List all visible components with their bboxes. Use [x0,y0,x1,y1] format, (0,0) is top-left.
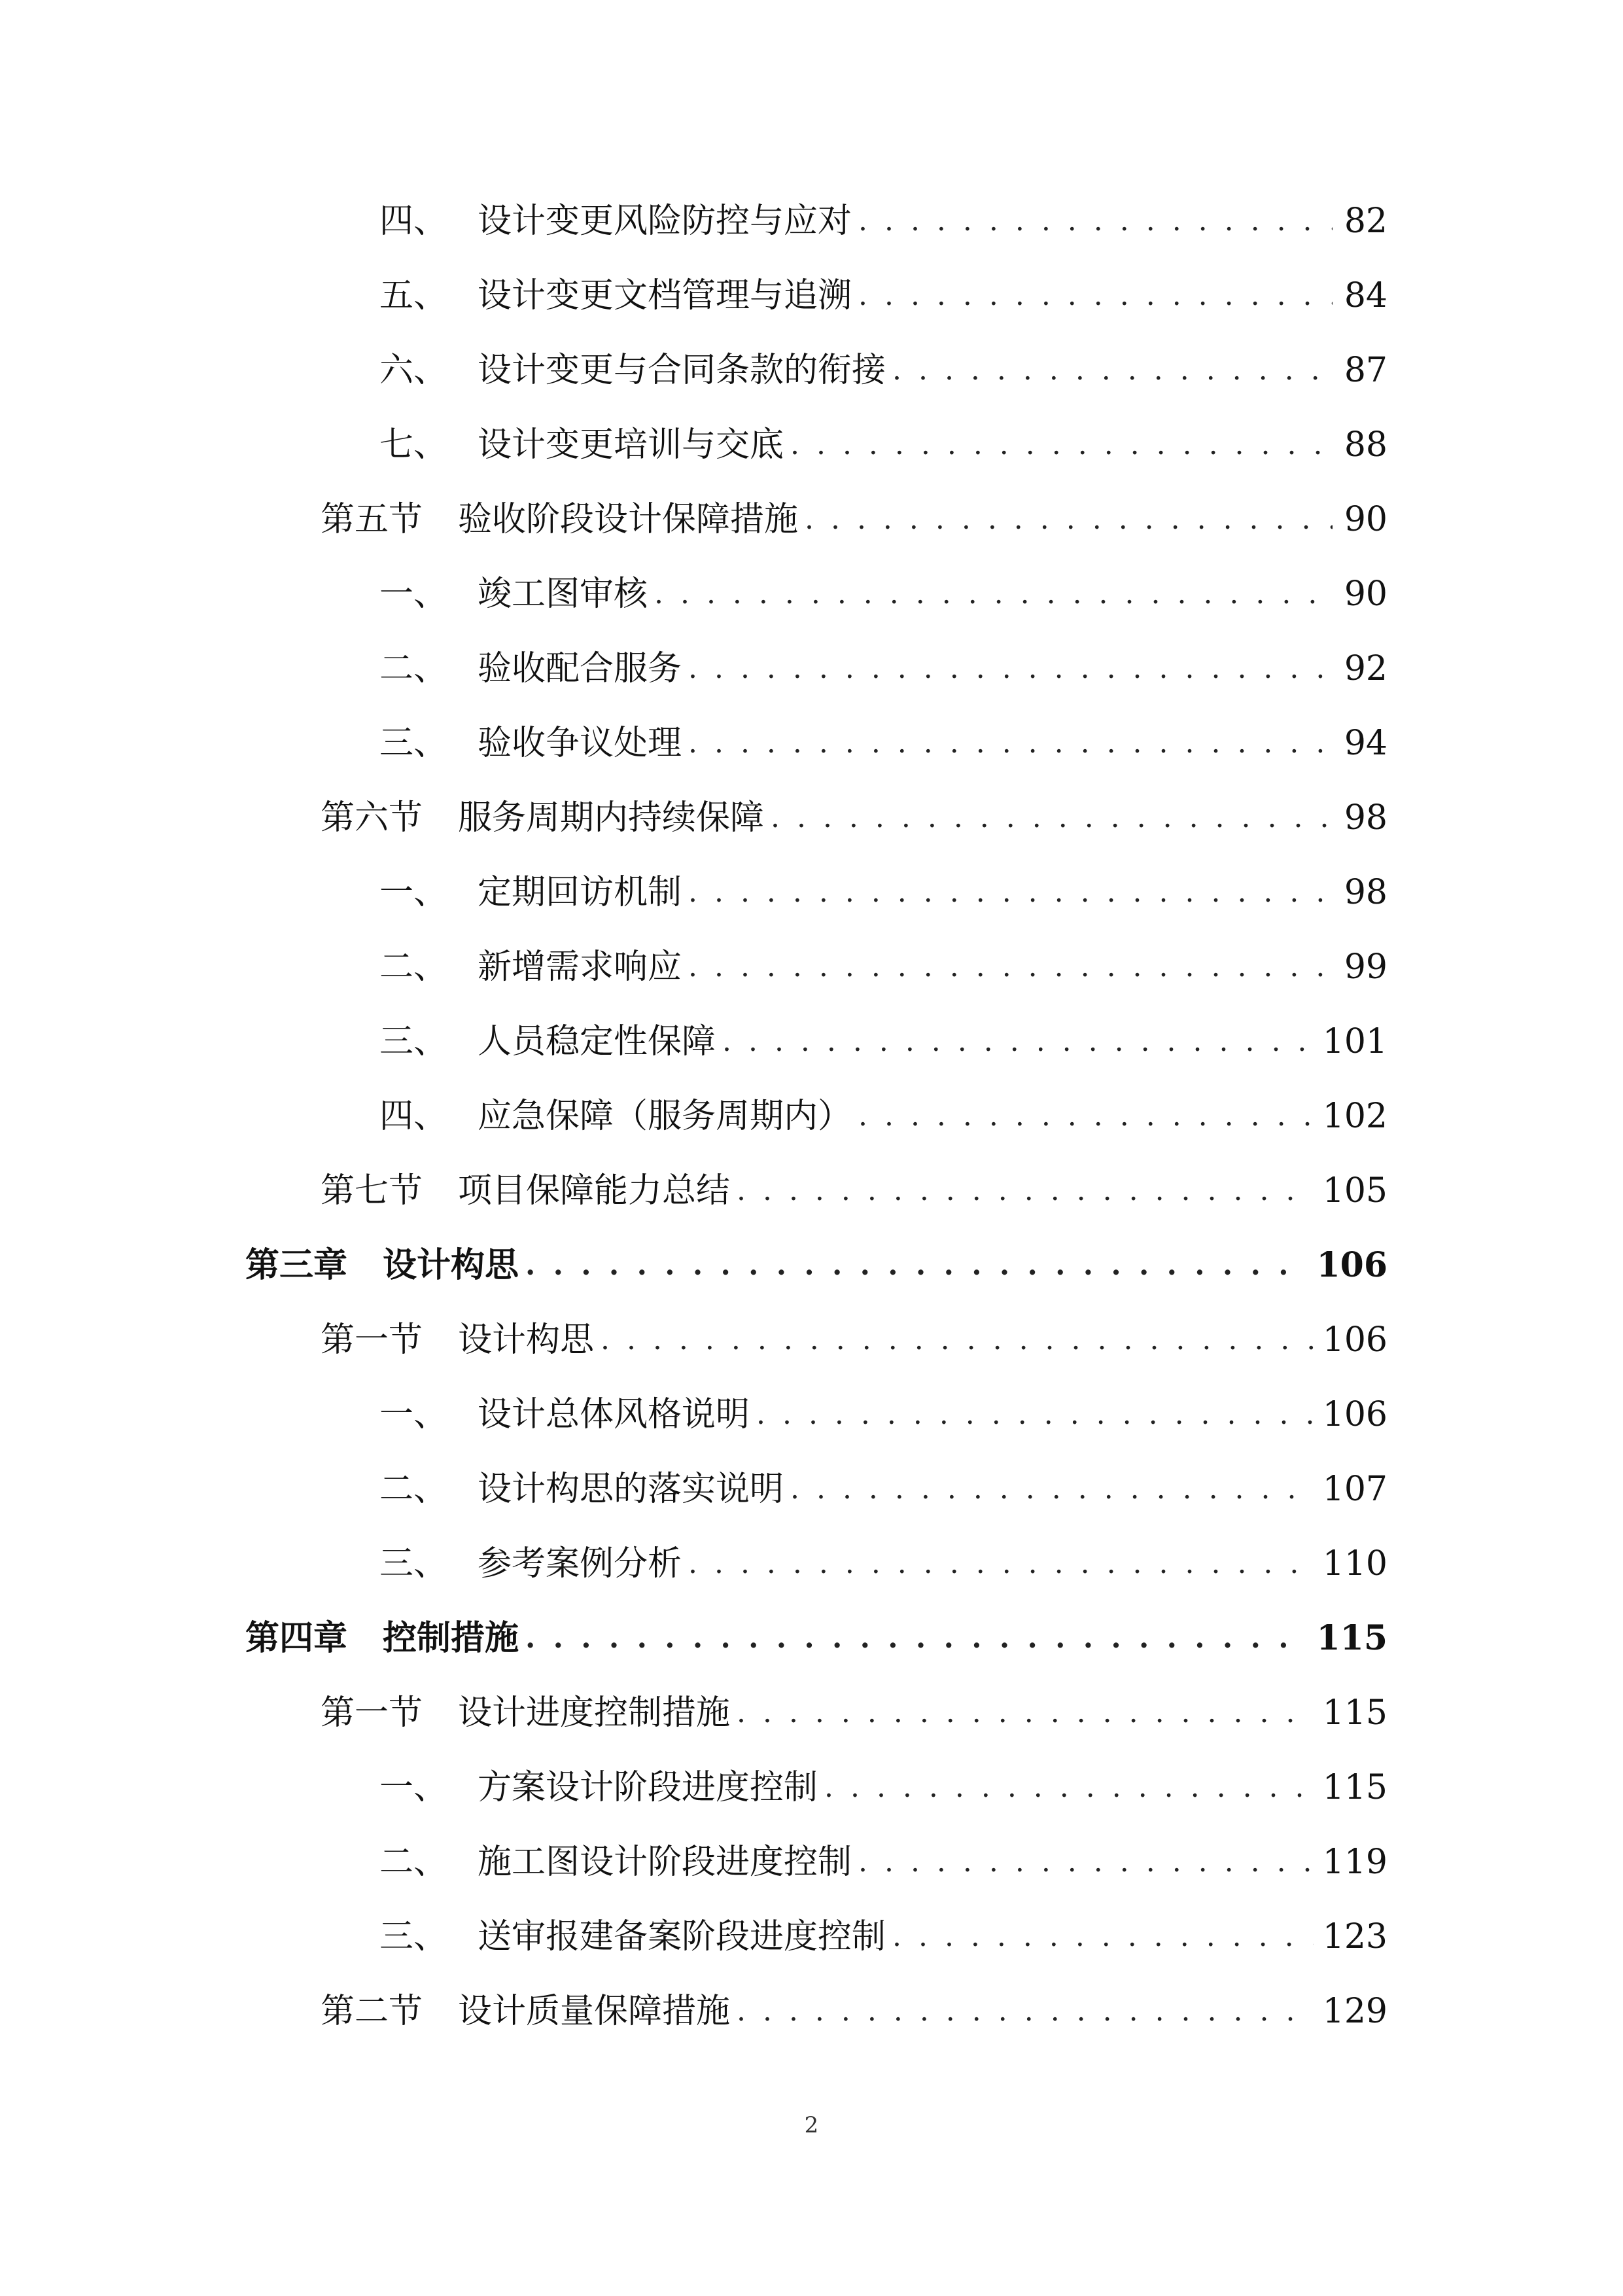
toc-entry[interactable] [379,639,1387,698]
toc-dot-leader [858,1833,1314,1892]
toc-entry-title: 设计变更与合同条款的衔接 [478,351,886,390]
toc-dot-leader [771,788,1333,847]
toc-entry-title: 设计总体风格说明 [478,1395,750,1434]
toc-dot-leader [892,341,1333,400]
toc-entry[interactable] [321,1982,1387,2041]
toc-entry-title: 设计构思的落实说明 [478,1470,784,1509]
page-number: 2 [804,2112,819,2138]
toc-entry-page: 98 [1344,798,1387,838]
toc-entry-page: 106 [1322,1395,1387,1434]
toc-entry-number: 第六节 [321,798,423,838]
toc-entry-title: 项目保障能力总结 [458,1171,731,1210]
toc-entry[interactable] [379,938,1387,997]
toc-entry-page: 129 [1322,1992,1387,2031]
toc-dot-leader [858,192,1333,251]
toc-dot-leader [892,1907,1314,1966]
toc-entry-page: 106 [1322,1320,1387,1360]
toc-entry-title: 参考案例分析 [478,1544,682,1583]
toc-entry[interactable] [379,565,1387,624]
toc-entry-page: 110 [1322,1544,1387,1583]
toc-entry-number: 四、 [379,1097,448,1136]
toc-entry[interactable] [379,1385,1387,1444]
toc-entry-number: 一、 [379,873,448,912]
toc-entry-number: 第一节 [321,1693,423,1733]
toc-entry-number: 第二节 [321,1992,423,2031]
toc-dot-leader [756,1385,1314,1444]
toc-entry-number: 第四章 [245,1618,348,1658]
toc-entry-title: 送审报建备案阶段进度控制 [478,1917,886,1956]
toc-entry-page: 119 [1322,1843,1387,1882]
toc-dot-leader [790,1460,1314,1519]
toc-entry-number: 一、 [379,574,448,614]
toc-entry-page: 101 [1322,1022,1387,1061]
toc-entry-number: 五、 [379,276,448,315]
toc-entry-number: 第五节 [321,500,423,539]
toc-entry[interactable] [245,1609,1387,1668]
toc-entry-number: 二、 [379,1470,448,1509]
toc-dot-leader [790,415,1333,474]
toc-entry-number: 三、 [379,1022,448,1061]
toc-entry[interactable] [245,1236,1387,1295]
toc-entry-title: 应急保障（服务周期内） [478,1097,852,1136]
toc-entry[interactable] [321,1684,1387,1742]
toc-entry-title: 竣工图审核 [478,574,648,614]
toc-entry-title: 新增需求响应 [478,947,682,987]
toc-dot-leader [737,1684,1314,1742]
toc-entry-page: 92 [1344,649,1387,688]
toc-entry-page: 115 [1322,1768,1387,1807]
toc-entry-number: 三、 [379,724,448,763]
toc-dot-leader [824,1758,1314,1817]
toc-dot-leader [688,639,1333,698]
toc-entry-page: 88 [1344,425,1387,465]
toc-entry-page: 105 [1322,1171,1387,1210]
toc-entry-page: 107 [1322,1470,1387,1509]
toc-entry-number: 七、 [379,425,448,465]
toc-entry-page: 94 [1344,724,1387,763]
toc-dot-leader [601,1311,1314,1369]
toc-dot-leader [688,863,1333,922]
toc-entry[interactable] [321,1161,1387,1220]
toc-dot-leader [688,714,1333,773]
toc-entry-title: 定期回访机制 [478,873,682,912]
toc-dot-leader [525,1236,1307,1295]
toc-entry[interactable] [379,266,1387,325]
toc-entry-title: 方案设计阶段进度控制 [478,1768,818,1807]
toc-entry-title: 设计变更文档管理与追溯 [478,276,852,315]
toc-entry-number: 三、 [379,1544,448,1583]
toc-dot-leader [688,1534,1314,1593]
toc-entry-title: 施工图设计阶段进度控制 [478,1843,852,1882]
toc-entry-number: 第三章 [245,1245,348,1285]
toc-entry-page: 115 [1316,1618,1387,1658]
toc-entry-number: 一、 [379,1395,448,1434]
toc-entry[interactable] [379,1460,1387,1519]
toc-dot-leader [805,490,1333,549]
toc-entry[interactable] [379,341,1387,400]
toc-entry-title: 设计质量保障措施 [458,1992,731,2031]
toc-dot-leader [737,1982,1314,2041]
toc-entry[interactable] [379,1758,1387,1817]
toc-entry[interactable] [379,1907,1387,1966]
toc-entry-title: 设计进度控制措施 [458,1693,731,1733]
toc-entry[interactable] [379,714,1387,773]
toc-entry-page: 90 [1344,574,1387,614]
toc-entry-page: 98 [1344,873,1387,912]
toc-entry-page: 87 [1344,351,1387,390]
toc-entry[interactable] [379,192,1387,251]
toc-entry-number: 二、 [379,1843,448,1882]
toc-entry[interactable] [321,1311,1387,1369]
toc-entry-page: 106 [1316,1245,1387,1285]
toc-entry-page: 90 [1344,500,1387,539]
toc-dot-leader [525,1609,1307,1668]
toc-entry[interactable] [379,415,1387,474]
toc-entry-title: 验收争议处理 [478,724,682,763]
toc-entry[interactable] [321,788,1387,847]
toc-entry[interactable] [379,1012,1387,1071]
toc-entry-number: 二、 [379,649,448,688]
toc-entry-number: 第七节 [321,1171,423,1210]
toc-entry-title: 控制措施 [383,1618,519,1658]
toc-entry-title: 服务周期内持续保障 [458,798,765,838]
toc-dot-leader [858,1087,1314,1146]
toc-entry-number: 三、 [379,1917,448,1956]
toc-dot-leader [737,1161,1314,1220]
toc-entry-page: 115 [1322,1693,1387,1733]
toc-dot-leader [654,565,1333,624]
toc-entry-title: 验收配合服务 [478,649,682,688]
toc-entry-number: 第一节 [321,1320,423,1360]
toc-entry-title: 验收阶段设计保障措施 [458,500,799,539]
toc-dot-leader [688,938,1333,997]
toc-entry-page: 82 [1344,202,1387,241]
toc-entry[interactable] [321,490,1387,549]
toc-entry-page: 99 [1344,947,1387,987]
toc-entry-page: 84 [1344,276,1387,315]
toc-entry-page: 102 [1322,1097,1387,1136]
toc-entry[interactable] [379,1534,1387,1593]
toc-entry[interactable] [379,1833,1387,1892]
toc-dot-leader [722,1012,1314,1071]
toc-entry-title: 设计构思 [383,1245,519,1285]
toc-entry-number: 一、 [379,1768,448,1807]
toc-entry-number: 二、 [379,947,448,987]
toc-entry[interactable] [379,863,1387,922]
toc-entry-page: 123 [1322,1917,1387,1956]
toc-entry[interactable] [379,1087,1387,1146]
toc-entry-number: 六、 [379,351,448,390]
toc-entry-title: 设计构思 [458,1320,595,1360]
toc-entry-title: 设计变更培训与交底 [478,425,784,465]
toc-entry-title: 人员稳定性保障 [478,1022,716,1061]
toc-entry-number: 四、 [379,202,448,241]
toc-dot-leader [858,266,1333,325]
toc-entry-title: 设计变更风险防控与应对 [478,202,852,241]
